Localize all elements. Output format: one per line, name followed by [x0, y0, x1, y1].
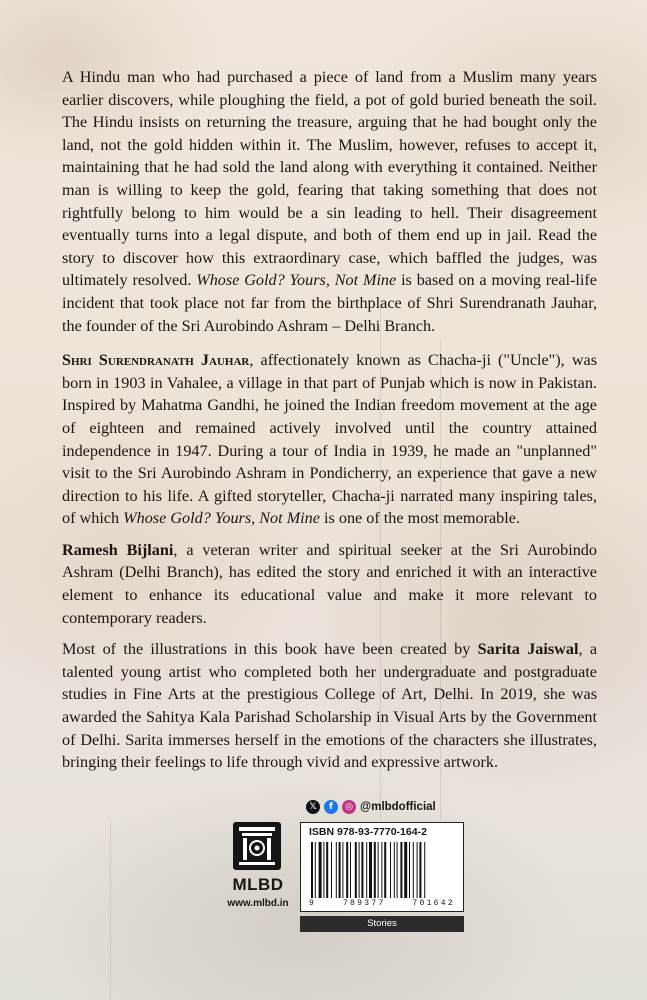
editor-bio-paragraph [62, 539, 597, 629]
facebook-icon: f [324, 800, 338, 814]
publisher-logo [233, 822, 281, 870]
barcode-digit-group: 9 [309, 899, 317, 908]
barcode-bar [424, 842, 425, 898]
barcode-bar [346, 842, 348, 898]
barcode-bar [404, 842, 407, 898]
publisher-name: MLBD [232, 875, 284, 894]
isbn-label: ISBN 978-93-7770-164-2 [309, 826, 427, 838]
synopsis-text: A Hindu man who had purchased a piece of land from a Muslim many years earlier discovers, while ploughing the field, a pot of gold buried beneath the soil. The Hindu insists on returning the treasure, arguing that he had bought only the land, not the gold hidden within it. The Muslim, however, refuses to accept it, maintaining that he had sold the land along with everything it contained. Neither man is willing to keep the gold, fearing that taking something that does not rightfully belong to him would be a sin leading to hell. Their disagreement eventually turns into a legal dispute, and both of them end up in jail. Read the story to discover how this extraordinary case, which baffled the judges, was ultimately resolved. [62, 68, 597, 290]
barcode [311, 842, 453, 898]
author-bio-text: , affectionately known as Chacha-ji ("Uncle"), was born in 1903 in Vahalee, a village in that part of Punjab which is now in Pakistan. Inspired by Mahatma Gandhi, he joined the Indian freedom movement at the age of eighteen and remained actively involved until the country attained independence in 1947. During a tour of India in 1939, he made an "unplanned" visit to the Sri Aurobindo Ashram in Pondicherry, an experience that gave a new direction to his life. A gifted storyteller, Chacha-ji narrated many inspiring tales, of which [62, 351, 597, 528]
barcode-bar [369, 842, 372, 898]
barcode-digit-group: 701642 [412, 899, 455, 908]
barcode-bar [355, 842, 357, 898]
editor-name: Ramesh Bijlani [62, 540, 174, 559]
author-bio-paragraph [62, 349, 597, 530]
illustrator-bio-paragraph [62, 638, 597, 774]
synopsis-paragraph [62, 66, 597, 337]
publisher-emblem-icon [233, 822, 281, 870]
barcode-bar [311, 842, 313, 898]
barcode-bar [350, 842, 351, 898]
author-bio-text-end: is one of the most memorable. [319, 509, 521, 528]
book-title-italic: Whose Gold? Yours, Not Mine [196, 271, 397, 290]
category-label: Stories [300, 916, 464, 932]
barcode-bar [390, 842, 391, 898]
social-handle: @mlbdofficial [360, 801, 436, 813]
barcode-digits [309, 899, 455, 908]
illustrator-bio-text-end: , a talented young artist who completed both her undergraduate and postgraduate studies in Fine Arts at the prestigious College of Art, Delhi. In 2019, she was awarded the Sahitya Kala Parishad Scholarship in Visual Arts by the Government of Delhi. Sarita immerses herself in the emotions of the characters she illustrates, bringing their feelings to life through vivid and expressive artwork. [62, 640, 597, 772]
barcode-bar [319, 842, 322, 898]
synopsis-text-end: is based on a moving real-life incident that took place not far from the birthplace of Shri Surendranath Jauhar, the founder of the Sri Aurobindo Ashram – Delhi Branch. [62, 271, 597, 335]
barcode-bar [409, 842, 410, 898]
illustrator-bio-text: Most of the illustrations in this book have been created by [62, 640, 478, 659]
barcode-bar [397, 842, 398, 898]
barcode-bar [394, 842, 395, 898]
barcode-bar [417, 842, 418, 898]
barcode-bar [339, 842, 341, 898]
editor-bio-text: , a veteran writer and spiritual seeker at the Sri Aurobindo Ashram (Delhi Branch), has edited the story and enriched it with an interactive element to enhance its educational value and make it more relevant to contemporary readers. [62, 540, 597, 627]
barcode-bar [359, 842, 360, 898]
isbn-barcode-box [300, 822, 464, 912]
barcode-bar [381, 842, 382, 898]
barcode-bar [336, 842, 337, 898]
book-title-italic: Whose Gold? Yours, Not Mine [123, 509, 320, 528]
back-cover-text [62, 66, 597, 783]
barcode-bar [326, 842, 328, 898]
barcode-bar [315, 842, 316, 898]
barcode-bar [419, 842, 421, 898]
barcode-bar [342, 842, 343, 898]
social-links [306, 797, 436, 817]
instagram-icon: ◎ [342, 800, 356, 814]
barcode-bar [366, 842, 367, 898]
x-icon: 𝕏 [306, 800, 320, 814]
publisher-url: www.mlbd.in [227, 898, 289, 909]
background-sketch-line [110, 820, 111, 1000]
barcode-bar [323, 842, 324, 898]
illustrator-name: Sarita Jaiswal [477, 640, 579, 659]
barcode-bar [331, 842, 332, 898]
barcode-bar [361, 842, 363, 898]
barcode-bar [413, 842, 414, 898]
barcode-bar [374, 842, 376, 898]
author-name: Shri Surendranath Jauhar [62, 351, 250, 370]
barcode-bar [400, 842, 402, 898]
barcode-bar [378, 842, 379, 898]
barcode-digit-group: 789377 [342, 899, 386, 908]
barcode-bar [384, 842, 386, 898]
